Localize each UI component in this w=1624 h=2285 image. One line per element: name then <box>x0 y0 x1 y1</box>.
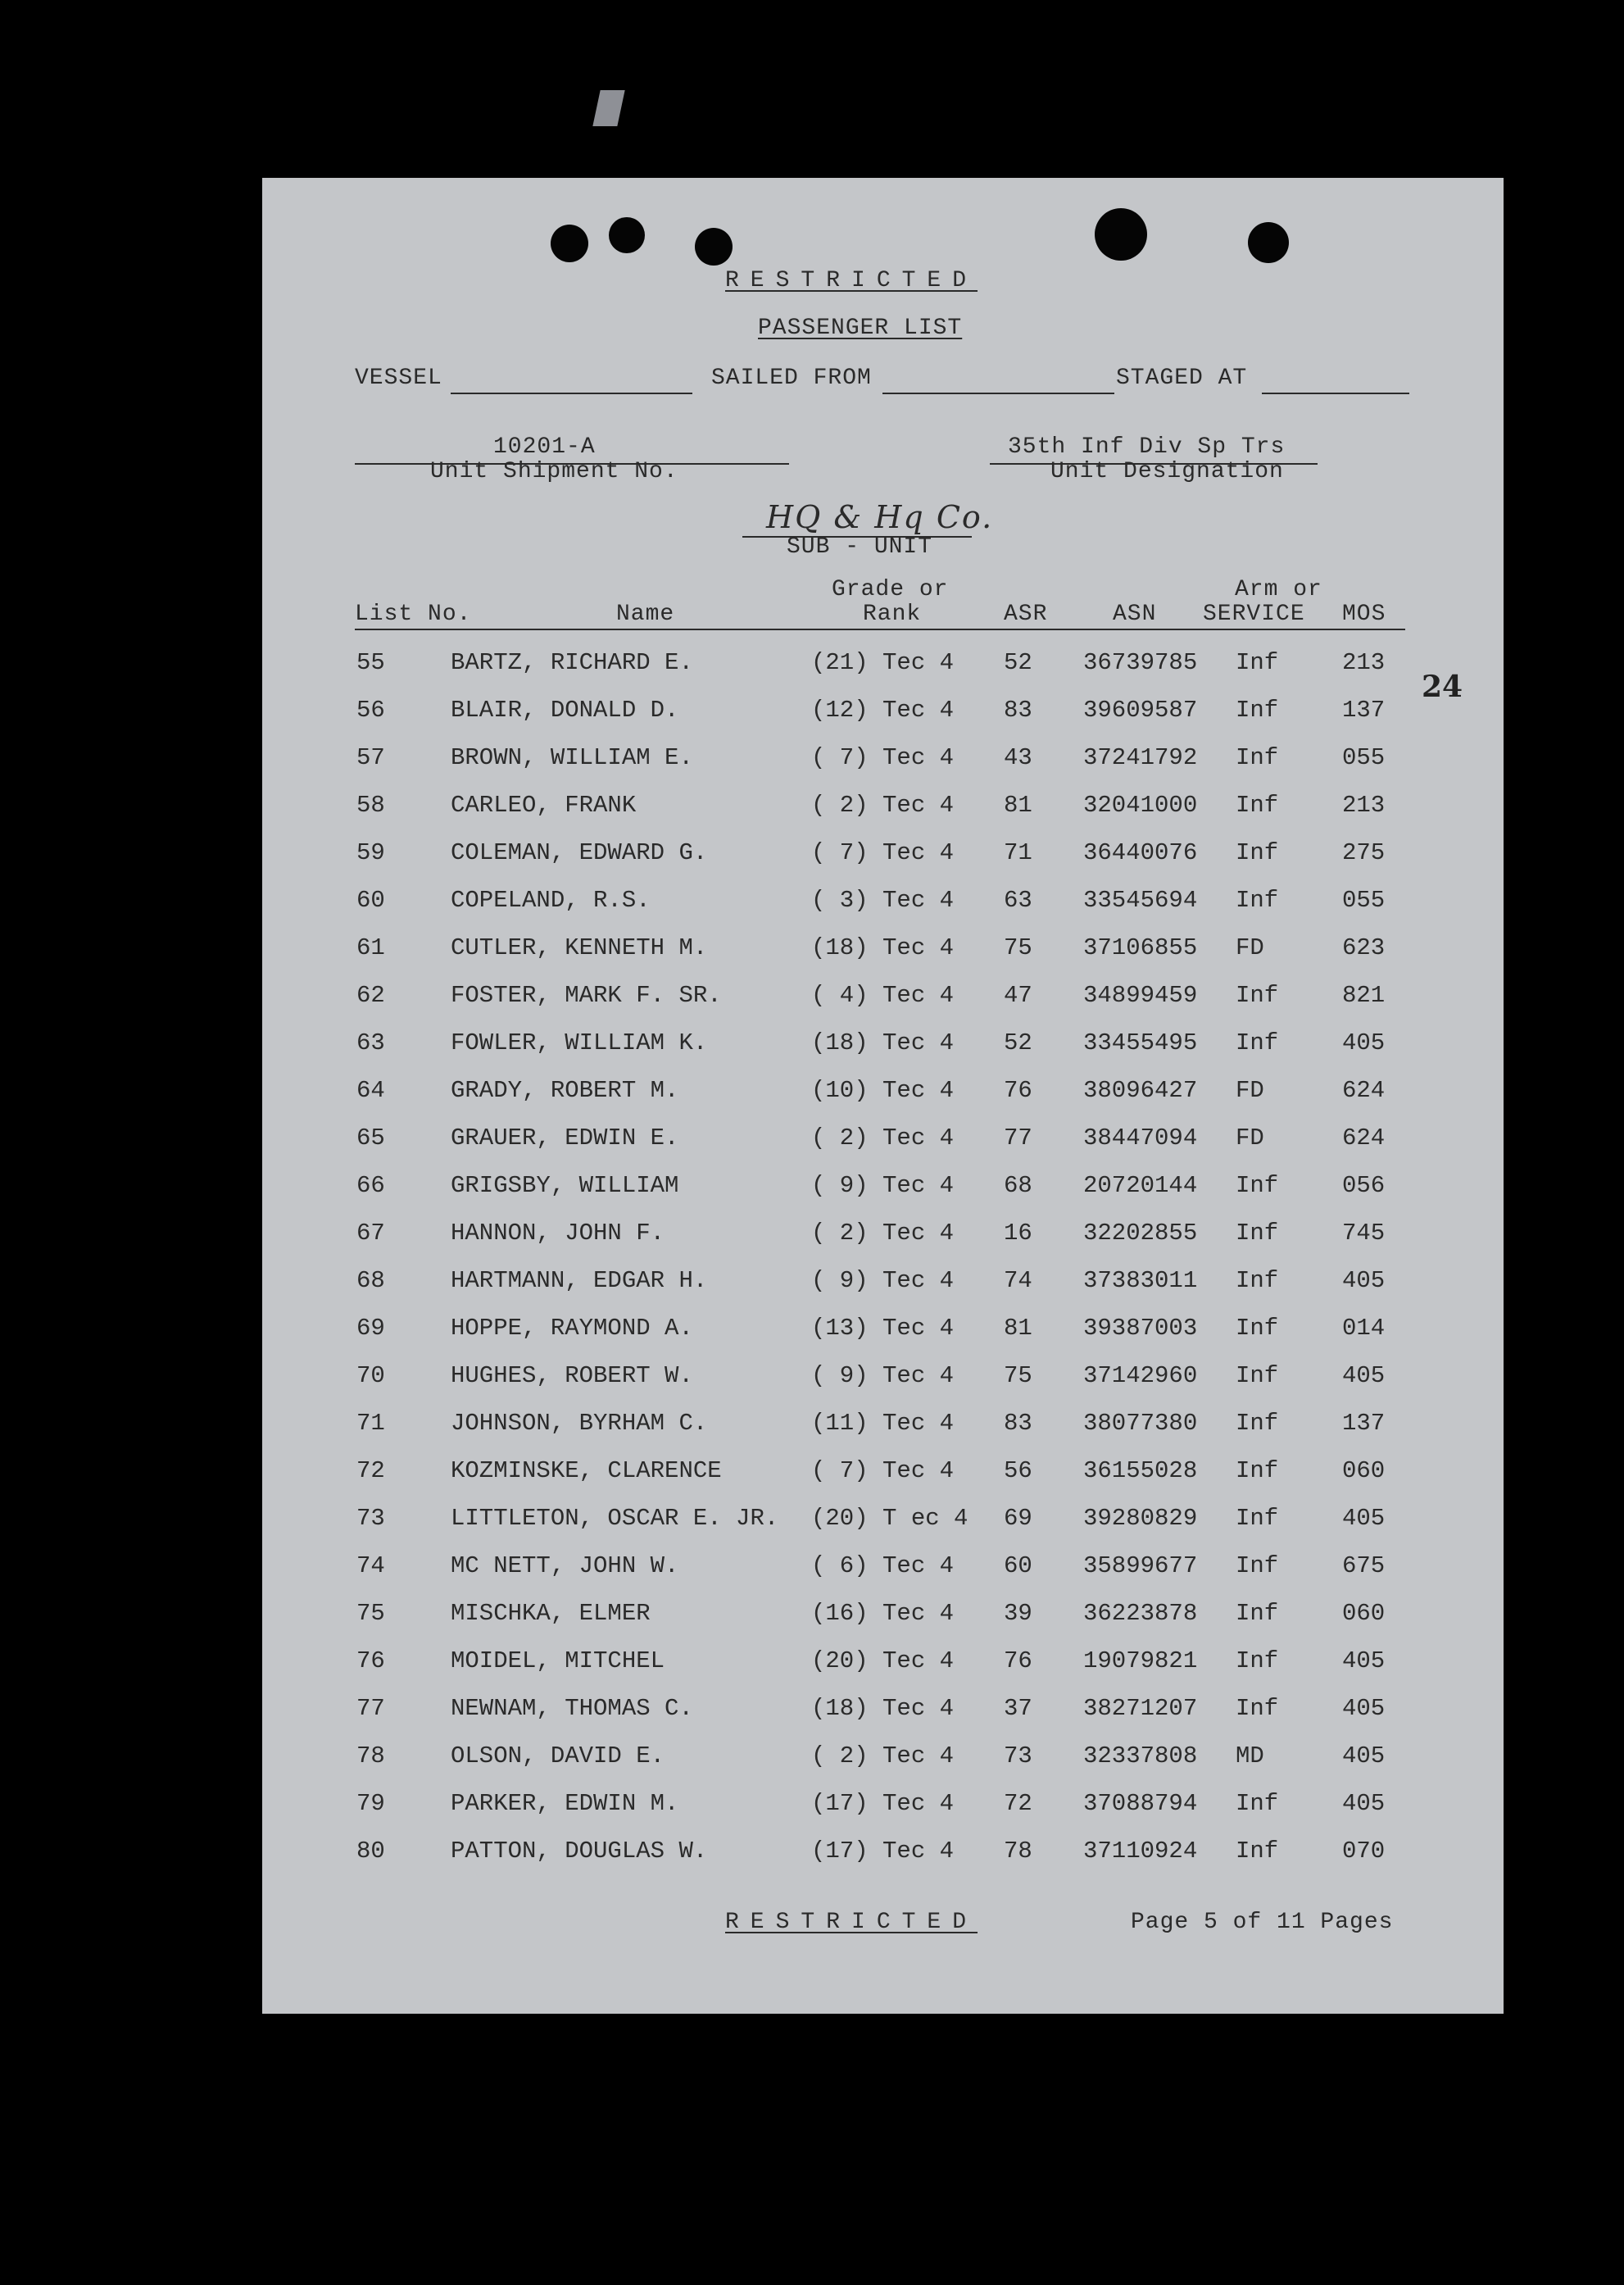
grade: (16) Tec 4 <box>811 1600 955 1627</box>
asn: 33455495 <box>1083 1029 1198 1056</box>
asr: 72 <box>1004 1790 1032 1817</box>
grade: ( 2) Tec 4 <box>811 1742 955 1769</box>
grade: (20) T ec 4 <box>811 1505 969 1532</box>
mos: 405 <box>1342 1029 1386 1056</box>
arm-service: Inf <box>1236 1552 1279 1579</box>
arm-service: Inf <box>1236 1029 1279 1056</box>
arm-service: Inf <box>1236 1647 1279 1674</box>
asr: 56 <box>1004 1457 1032 1484</box>
passenger-name: OLSON, DAVID E. <box>451 1742 665 1769</box>
arm-service: Inf <box>1236 1457 1279 1484</box>
mos: 405 <box>1342 1267 1386 1294</box>
list-no: 79 <box>356 1790 385 1817</box>
list-no: 66 <box>356 1172 385 1199</box>
table-row <box>262 839 1504 880</box>
grade: (12) Tec 4 <box>811 697 955 724</box>
list-no: 61 <box>356 934 385 961</box>
list-no: 65 <box>356 1124 385 1152</box>
grade: ( 7) Tec 4 <box>811 1457 955 1484</box>
passenger-name: GRIGSBY, WILLIAM <box>451 1172 679 1199</box>
asr: 73 <box>1004 1742 1032 1769</box>
passenger-name: KOZMINSKE, CLARENCE <box>451 1457 722 1484</box>
table-row <box>262 1362 1504 1403</box>
passenger-name: MC NETT, JOHN W. <box>451 1552 679 1579</box>
list-no: 59 <box>356 839 385 866</box>
arm-service: FD <box>1236 934 1264 961</box>
passenger-name: MOIDEL, MITCHEL <box>451 1647 665 1674</box>
mos: 624 <box>1342 1077 1386 1104</box>
grade: (17) Tec 4 <box>811 1838 955 1865</box>
paper-scrap <box>592 90 624 126</box>
arm-service: Inf <box>1236 1505 1279 1532</box>
asr: 68 <box>1004 1172 1032 1199</box>
asn: 38447094 <box>1083 1124 1198 1152</box>
passenger-name: MISCHKA, ELMER <box>451 1600 651 1627</box>
asr: 43 <box>1004 744 1032 771</box>
classification-header: RESTRICTED <box>725 268 978 293</box>
mos: 623 <box>1342 934 1386 961</box>
passenger-name: BLAIR, DONALD D. <box>451 697 679 724</box>
document-page <box>262 178 1504 2014</box>
mos: 624 <box>1342 1124 1386 1152</box>
passenger-name: FOSTER, MARK F. SR. <box>451 982 722 1009</box>
arm-service: Inf <box>1236 1172 1279 1199</box>
table-row <box>262 1505 1504 1546</box>
grade: ( 3) Tec 4 <box>811 887 955 914</box>
grade: ( 7) Tec 4 <box>811 839 955 866</box>
grade: (20) Tec 4 <box>811 1647 955 1674</box>
asr: 81 <box>1004 1315 1032 1342</box>
table-row <box>262 792 1504 833</box>
document-title: PASSENGER LIST <box>758 316 963 341</box>
table-row <box>262 1742 1504 1783</box>
list-no: 68 <box>356 1267 385 1294</box>
asr: 75 <box>1004 1362 1032 1389</box>
table-row <box>262 649 1504 690</box>
grade: ( 4) Tec 4 <box>811 982 955 1009</box>
grade: (21) Tec 4 <box>811 649 955 676</box>
passenger-name: CARLEO, FRANK <box>451 792 637 819</box>
asn: 19079821 <box>1083 1647 1198 1674</box>
mos: 060 <box>1342 1600 1386 1627</box>
sub-unit-label: SUB - UNIT <box>787 534 933 560</box>
mos: 405 <box>1342 1695 1386 1722</box>
asr: 63 <box>1004 887 1032 914</box>
asn: 39609587 <box>1083 697 1198 724</box>
list-no: 71 <box>356 1410 385 1437</box>
passenger-name: NEWNAM, THOMAS C. <box>451 1695 693 1722</box>
asn: 37241792 <box>1083 744 1198 771</box>
list-no: 70 <box>356 1362 385 1389</box>
passenger-name: HUGHES, ROBERT W. <box>451 1362 693 1389</box>
table-row <box>262 1029 1504 1070</box>
passenger-name: HOPPE, RAYMOND A. <box>451 1315 693 1342</box>
grade: (10) Tec 4 <box>811 1077 955 1104</box>
list-no: 56 <box>356 697 385 724</box>
grade: (17) Tec 4 <box>811 1790 955 1817</box>
grade: (11) Tec 4 <box>811 1410 955 1437</box>
arm-service: Inf <box>1236 887 1279 914</box>
arm-service: Inf <box>1236 697 1279 724</box>
grade: (18) Tec 4 <box>811 934 955 961</box>
table-row <box>262 1267 1504 1308</box>
arm-service: Inf <box>1236 744 1279 771</box>
mos: 405 <box>1342 1790 1386 1817</box>
list-no: 62 <box>356 982 385 1009</box>
list-no: 76 <box>356 1647 385 1674</box>
asr: 16 <box>1004 1220 1032 1247</box>
mos: 405 <box>1342 1742 1386 1769</box>
passenger-name: LITTLETON, OSCAR E. JR. <box>451 1505 779 1532</box>
unit-designation: 35th Inf Div Sp Trs <box>1008 434 1286 460</box>
asr: 81 <box>1004 792 1032 819</box>
asn: 39387003 <box>1083 1315 1198 1342</box>
unit-shipment-no: 10201-A <box>493 434 596 460</box>
asr: 37 <box>1004 1695 1032 1722</box>
arm-service: FD <box>1236 1077 1264 1104</box>
arm-service: Inf <box>1236 1220 1279 1247</box>
sailed-from-label: SAILED FROM <box>711 366 872 391</box>
table-row <box>262 1315 1504 1356</box>
grade: ( 9) Tec 4 <box>811 1172 955 1199</box>
asr: 52 <box>1004 1029 1032 1056</box>
vessel-label: VESSEL <box>355 366 442 391</box>
grade: ( 9) Tec 4 <box>811 1362 955 1389</box>
asr: 74 <box>1004 1267 1032 1294</box>
passenger-name: COLEMAN, EDWARD G. <box>451 839 708 866</box>
table-row <box>262 1457 1504 1498</box>
mos: 675 <box>1342 1552 1386 1579</box>
list-no: 55 <box>356 649 385 676</box>
grade: ( 2) Tec 4 <box>811 1220 955 1247</box>
asn: 37142960 <box>1083 1362 1198 1389</box>
table-row <box>262 1220 1504 1261</box>
asr: 83 <box>1004 697 1032 724</box>
list-no: 80 <box>356 1838 385 1865</box>
grade: ( 2) Tec 4 <box>811 1124 955 1152</box>
asn: 36739785 <box>1083 649 1198 676</box>
grade: ( 6) Tec 4 <box>811 1552 955 1579</box>
asn: 37106855 <box>1083 934 1198 961</box>
asn: 37088794 <box>1083 1790 1198 1817</box>
list-no: 74 <box>356 1552 385 1579</box>
table-row <box>262 1838 1504 1878</box>
mos: 213 <box>1342 649 1386 676</box>
staged-at-label: STAGED AT <box>1116 366 1248 391</box>
arm-service: Inf <box>1236 1315 1279 1342</box>
mos: 014 <box>1342 1315 1386 1342</box>
asr: 69 <box>1004 1505 1032 1532</box>
arm-service: Inf <box>1236 1410 1279 1437</box>
unit-shipment-label: Unit Shipment No. <box>430 459 678 484</box>
table-row <box>262 934 1504 975</box>
asn: 39280829 <box>1083 1505 1198 1532</box>
arm-service: Inf <box>1236 792 1279 819</box>
list-no: 72 <box>356 1457 385 1484</box>
grade: ( 7) Tec 4 <box>811 744 955 771</box>
grade: (18) Tec 4 <box>811 1695 955 1722</box>
unit-designation-label: Unit Designation <box>1050 459 1284 484</box>
list-no: 67 <box>356 1220 385 1247</box>
grade: ( 2) Tec 4 <box>811 792 955 819</box>
arm-service: Inf <box>1236 1838 1279 1865</box>
mos: 137 <box>1342 1410 1386 1437</box>
mos: 405 <box>1342 1505 1386 1532</box>
col-mos: MOS <box>1342 602 1386 627</box>
mos: 060 <box>1342 1457 1386 1484</box>
mos: 821 <box>1342 982 1386 1009</box>
passenger-name: HANNON, JOHN F. <box>451 1220 665 1247</box>
asn: 32202855 <box>1083 1220 1198 1247</box>
table-row <box>262 1790 1504 1831</box>
arm-service: Inf <box>1236 1267 1279 1294</box>
asr: 78 <box>1004 1838 1032 1865</box>
passenger-name: PARKER, EDWIN M. <box>451 1790 679 1817</box>
list-no: 64 <box>356 1077 385 1104</box>
col-arm-line2: SERVICE <box>1203 602 1305 627</box>
list-no: 77 <box>356 1695 385 1722</box>
passenger-name: COPELAND, R.S. <box>451 887 651 914</box>
asn: 36155028 <box>1083 1457 1198 1484</box>
asn: 38271207 <box>1083 1695 1198 1722</box>
asn: 37110924 <box>1083 1838 1198 1865</box>
asr: 47 <box>1004 982 1032 1009</box>
asn: 38077380 <box>1083 1410 1198 1437</box>
table-row <box>262 697 1504 738</box>
list-no: 69 <box>356 1315 385 1342</box>
asn: 35899677 <box>1083 1552 1198 1579</box>
table-row <box>262 1695 1504 1736</box>
asn: 37383011 <box>1083 1267 1198 1294</box>
mos: 055 <box>1342 744 1386 771</box>
mos: 745 <box>1342 1220 1386 1247</box>
vessel-field[interactable] <box>451 393 692 394</box>
mos: 405 <box>1342 1647 1386 1674</box>
arm-service: FD <box>1236 1124 1264 1152</box>
passenger-name: FOWLER, WILLIAM K. <box>451 1029 708 1056</box>
asr: 60 <box>1004 1552 1032 1579</box>
passenger-name: HARTMANN, EDGAR H. <box>451 1267 708 1294</box>
classification-footer: RESTRICTED <box>725 1910 978 1935</box>
mos: 275 <box>1342 839 1386 866</box>
table-row <box>262 1600 1504 1641</box>
table-row <box>262 1410 1504 1451</box>
passenger-name: CUTLER, KENNETH M. <box>451 934 708 961</box>
asn: 36440076 <box>1083 839 1198 866</box>
table-row <box>262 1124 1504 1165</box>
mos: 213 <box>1342 792 1386 819</box>
col-asr: ASR <box>1004 602 1048 627</box>
arm-service: Inf <box>1236 839 1279 866</box>
asr: 76 <box>1004 1647 1032 1674</box>
mos: 056 <box>1342 1172 1386 1199</box>
sailed-from-field[interactable] <box>882 393 1114 394</box>
mos: 070 <box>1342 1838 1386 1865</box>
list-no: 73 <box>356 1505 385 1532</box>
table-row <box>262 982 1504 1023</box>
col-name: Name <box>616 602 675 627</box>
arm-service: Inf <box>1236 1362 1279 1389</box>
asn: 33545694 <box>1083 887 1198 914</box>
arm-service: Inf <box>1236 649 1279 676</box>
passenger-name: BARTZ, RICHARD E. <box>451 649 693 676</box>
punch-hole <box>1248 222 1289 263</box>
arm-service: Inf <box>1236 982 1279 1009</box>
col-grade-line1: Grade or <box>832 577 949 602</box>
list-no: 63 <box>356 1029 385 1056</box>
arm-service: MD <box>1236 1742 1264 1769</box>
col-arm-line1: Arm or <box>1235 577 1322 602</box>
passenger-name: BROWN, WILLIAM E. <box>451 744 693 771</box>
asn: 32337808 <box>1083 1742 1198 1769</box>
list-no: 57 <box>356 744 385 771</box>
col-list-no: List No. <box>355 602 472 627</box>
arm-service: Inf <box>1236 1790 1279 1817</box>
table-row <box>262 887 1504 928</box>
header-rule <box>355 629 1405 630</box>
col-asn: ASN <box>1113 602 1157 627</box>
list-no: 58 <box>356 792 385 819</box>
table-row <box>262 1077 1504 1118</box>
punch-hole <box>609 217 645 253</box>
arm-service: Inf <box>1236 1600 1279 1627</box>
table-row <box>262 1552 1504 1593</box>
asn: 36223878 <box>1083 1600 1198 1627</box>
arm-service: Inf <box>1236 1695 1279 1722</box>
grade: ( 9) Tec 4 <box>811 1267 955 1294</box>
passenger-name: GRADY, ROBERT M. <box>451 1077 679 1104</box>
page-info: Page 5 of 11 Pages <box>1131 1910 1394 1935</box>
passenger-name: PATTON, DOUGLAS W. <box>451 1838 708 1865</box>
asn: 38096427 <box>1083 1077 1198 1104</box>
sub-unit-handwritten: HQ & Hq Co. <box>766 499 994 535</box>
asr: 52 <box>1004 649 1032 676</box>
punch-hole <box>551 225 588 262</box>
table-row <box>262 744 1504 785</box>
mos: 405 <box>1342 1362 1386 1389</box>
passenger-name: GRAUER, EDWIN E. <box>451 1124 679 1152</box>
asr: 83 <box>1004 1410 1032 1437</box>
staged-at-field[interactable] <box>1262 393 1409 394</box>
mos: 137 <box>1342 697 1386 724</box>
asr: 75 <box>1004 934 1032 961</box>
list-no: 78 <box>356 1742 385 1769</box>
asr: 39 <box>1004 1600 1032 1627</box>
list-no: 60 <box>356 887 385 914</box>
col-grade-line2: Rank <box>863 602 922 627</box>
table-row <box>262 1647 1504 1688</box>
punch-hole <box>1095 208 1147 261</box>
asn: 32041000 <box>1083 792 1198 819</box>
asr: 71 <box>1004 839 1032 866</box>
asr: 77 <box>1004 1124 1032 1152</box>
grade: (13) Tec 4 <box>811 1315 955 1342</box>
table-row <box>262 1172 1504 1213</box>
passenger-name: JOHNSON, BYRHAM C. <box>451 1410 708 1437</box>
punch-hole <box>695 228 733 266</box>
margin-page-number: 24 <box>1422 670 1463 704</box>
asn: 20720144 <box>1083 1172 1198 1199</box>
asn: 34899459 <box>1083 982 1198 1009</box>
grade: (18) Tec 4 <box>811 1029 955 1056</box>
list-no: 75 <box>356 1600 385 1627</box>
mos: 055 <box>1342 887 1386 914</box>
asr: 76 <box>1004 1077 1032 1104</box>
